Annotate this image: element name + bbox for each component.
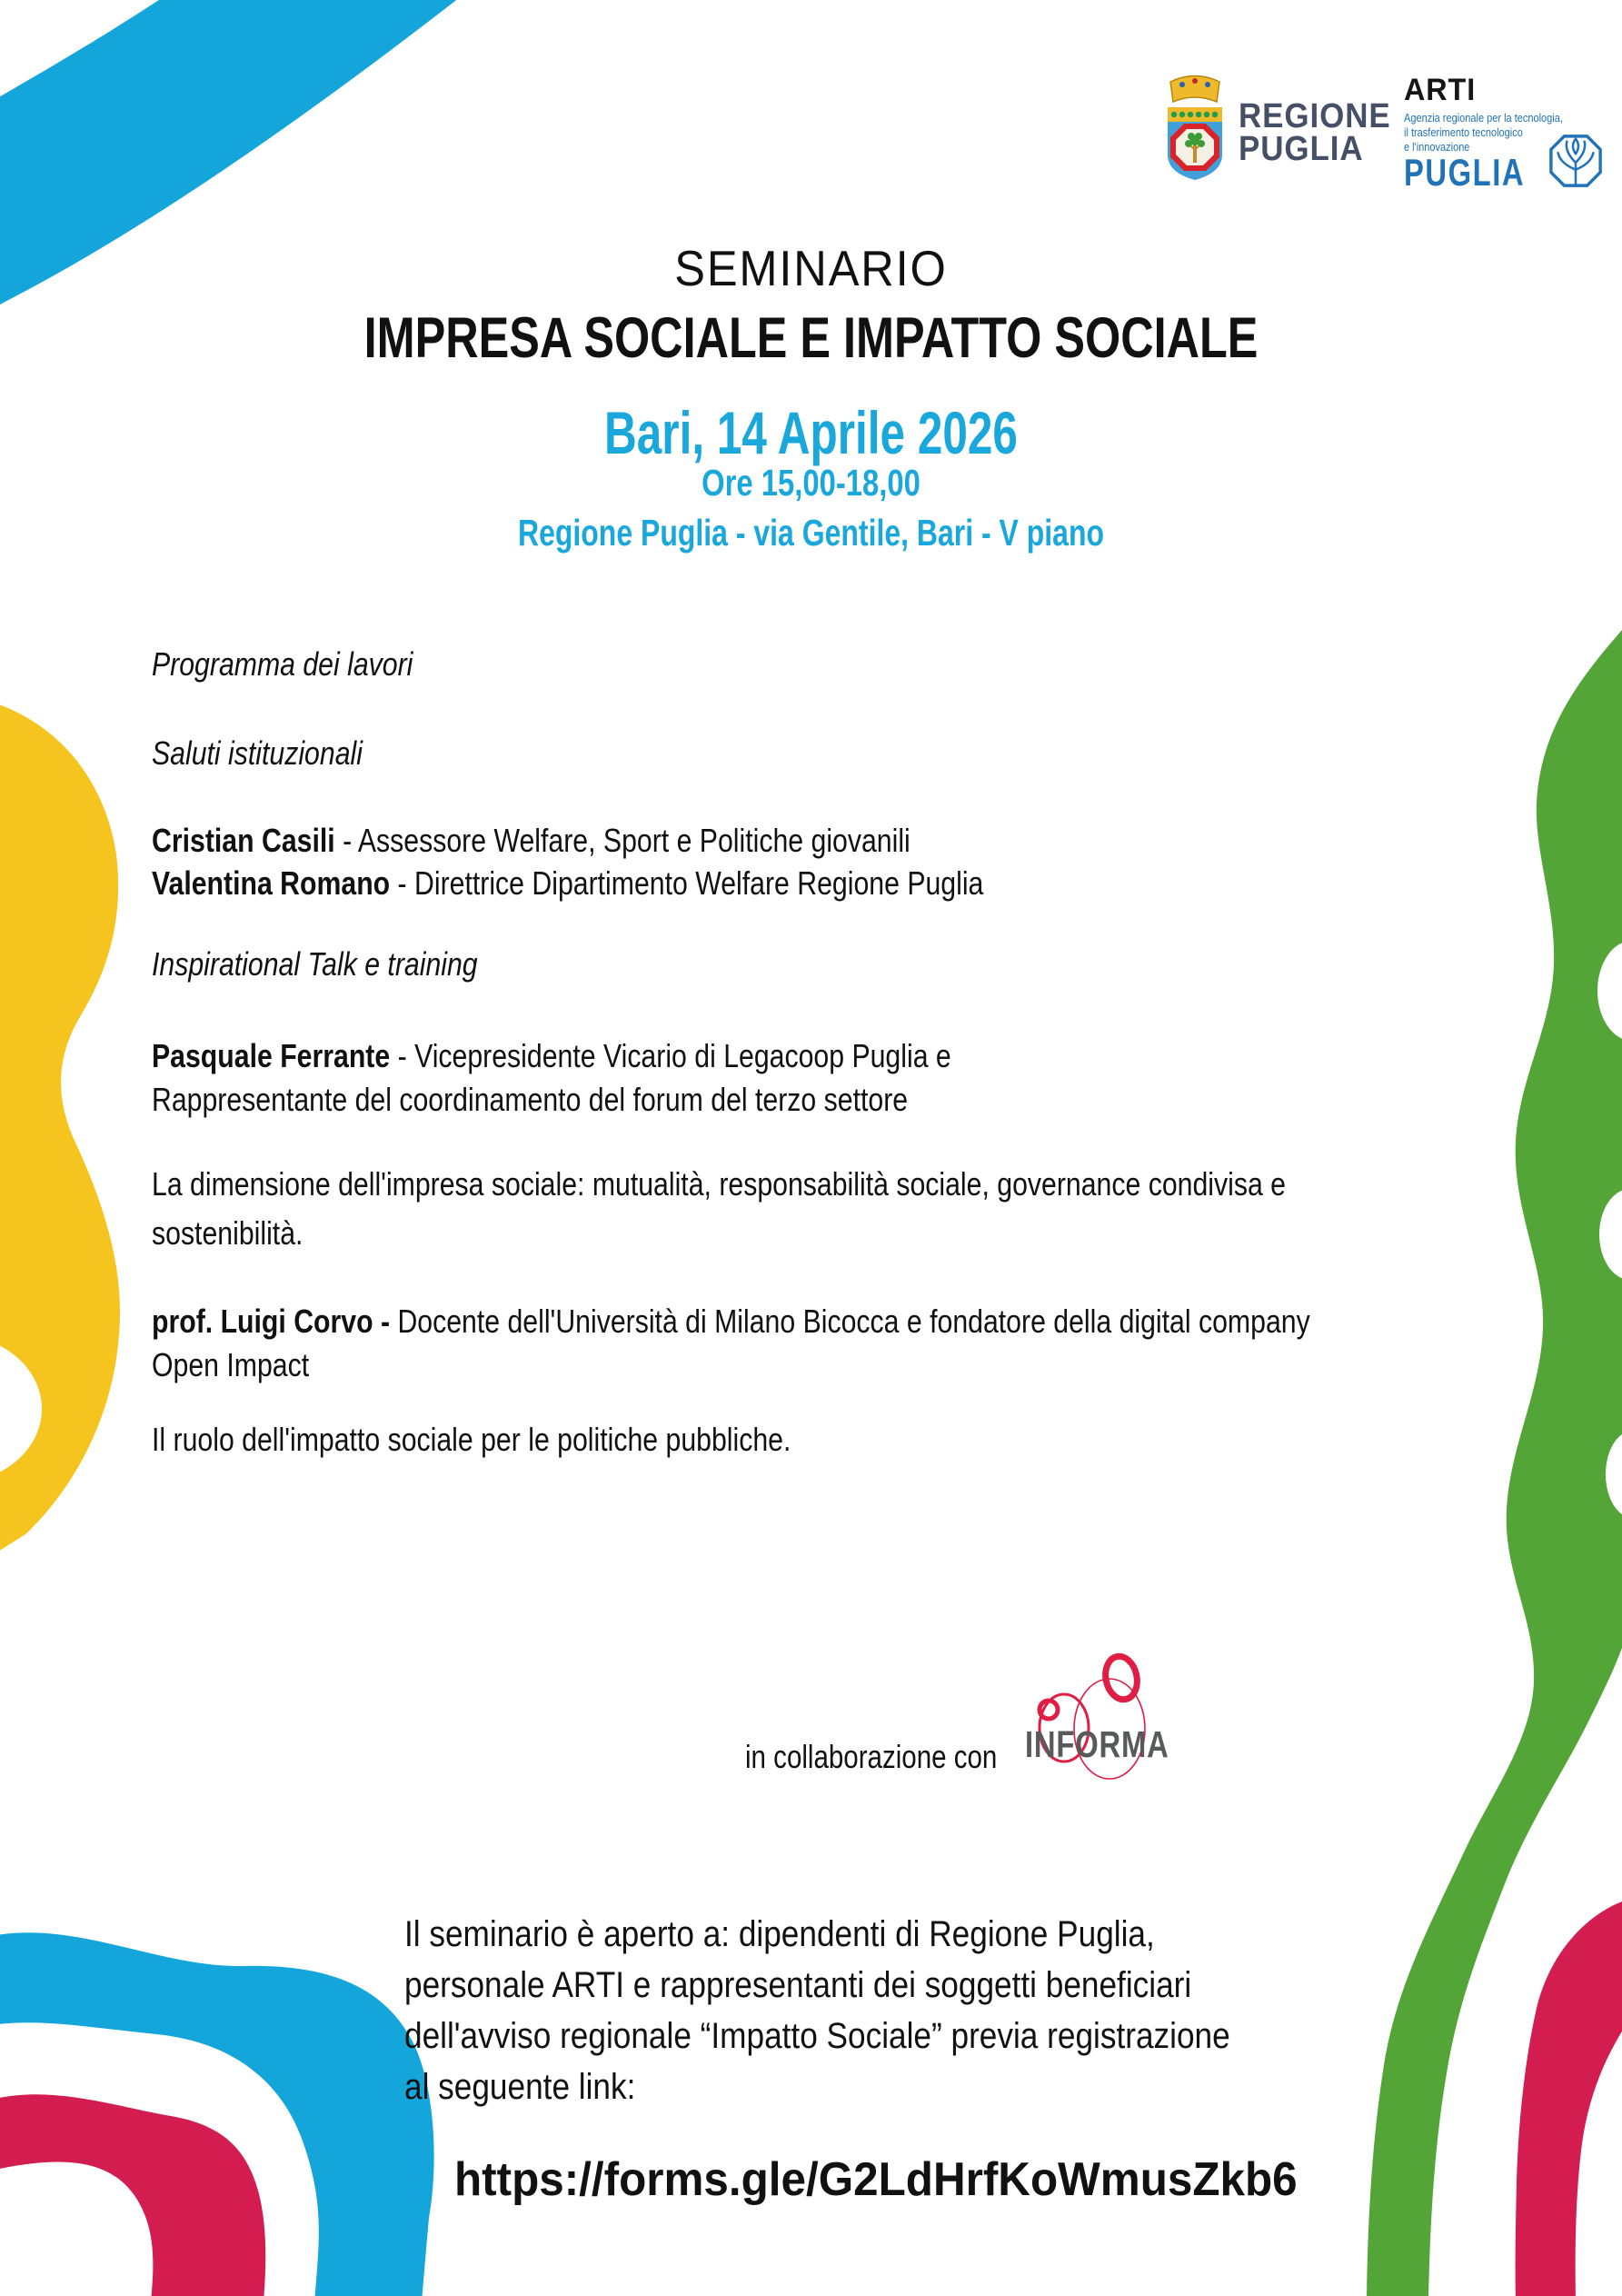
speaker-name: Cristian Casili [152,822,335,859]
regione-logo-line1: REGIONE [1239,97,1391,135]
speaker-row [152,1034,951,1078]
speaker-name: Valentina Romano [152,864,391,902]
arti-logo-region: PUGLIA [1404,151,1526,194]
speaker-row [152,862,983,904]
speaker-list-greetings [152,819,983,904]
speaker-row [152,819,983,862]
crimson-wave-bottom-left [0,2094,265,2296]
closing-line4: al seguente link: [404,2067,636,2107]
informa-wordmark: INFORMA [1025,1723,1169,1765]
registration-link[interactable]: https://forms.gle/G2LdHrfKoWmusZkb6 [454,2153,1298,2206]
arti-logo-name: ARTI [1404,73,1477,107]
speaker-role: - Vicepresidente Vicario di Legacoop Puglia e [390,1037,951,1074]
closing-line2: personale ARTI e rappresentanti dei soggetti beneficiari [404,1965,1192,2005]
speaker-role: Docente dell'Università di Milano Bicocca e fondatore della digital company [390,1303,1310,1340]
arti-tagline-line3: e l'innovazione [1404,141,1470,154]
regione-puglia-crest [1166,69,1224,182]
speaker-role-continued: Rappresentante del coordinamento del forum del terzo settore [152,1081,909,1118]
speaker-ferrante-block [152,1034,951,1122]
seminar-kicker: SEMINARIO [674,240,948,296]
regione-puglia-logo-text [1239,97,1391,168]
collaboration-label: in collaborazione con [745,1738,998,1775]
informa-logo [995,1636,1213,1827]
speaker-corvo-block [152,1300,1310,1387]
speaker-role: - Assessore Welfare, Sport e Politiche giovanili [334,822,911,859]
talk-corvo-topic: Il ruolo dell'impatto sociale per le politiche pubbliche. [152,1421,791,1458]
regione-logo-line2: PUGLIA [1239,130,1364,168]
seminar-venue: Regione Puglia - via Gentile, Bari - V piano [517,512,1105,554]
closing-line1: Il seminario è aperto a: dipendenti di Regione Puglia, [404,1914,1155,1954]
program-section-greetings: Saluti istituzionali [152,734,363,772]
closing-paragraph [404,1909,1230,2112]
talk-topic-line1: La dimensione dell'impresa sociale: mutualità, responsabilità sociale, governance condivisa e [152,1165,1286,1203]
program-section-talk: Inspirational Talk e training [152,945,478,983]
speaker-name: prof. Luigi Corvo - [152,1303,391,1340]
speaker-role: - Direttrice Dipartimento Welfare Regione Puglia [390,864,984,902]
talk-topic-line2: sostenibilità. [152,1214,304,1252]
arti-tagline-line1: Agenzia regionale per la tecnologia, [1404,112,1563,125]
speaker-row [152,1300,1310,1343]
program-heading: Programma dei lavori [152,645,413,683]
closing-line3: dell'avviso regionale “Impatto Sociale” previa registrazione [404,2016,1230,2056]
speaker-name: Pasquale Ferrante [152,1037,391,1074]
seminar-date: Bari, 14 Aprile 2026 [604,399,1018,466]
arti-tagline-line2: il trasferimento tecnologico [1404,126,1523,139]
speaker-role-continued: Open Impact [152,1346,310,1383]
arti-logo-tagline [1404,111,1563,155]
seminar-time: Ore 15,00-18,00 [702,462,920,504]
crimson-wave-bottom-right [1516,1897,1622,2296]
talk-ferrante-topic [152,1160,1286,1258]
arti-tree-icon [1547,133,1604,189]
seminar-title: IMPRESA SOCIALE E IMPATTO SOCIALE [363,306,1259,370]
